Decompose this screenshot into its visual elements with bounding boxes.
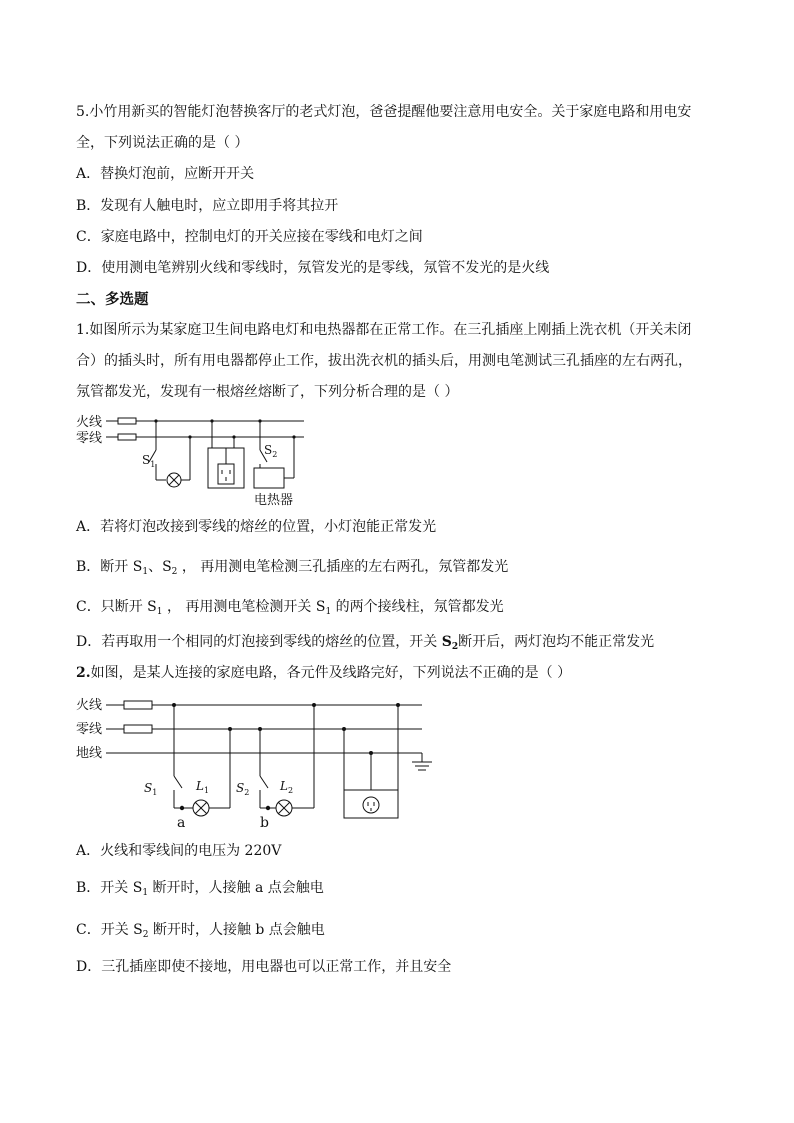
neutral-fuse xyxy=(124,725,152,733)
live-fuse xyxy=(124,701,152,709)
mq1-stem-line1: 1.如图所示为某家庭卫生间电路电灯和电热器都在正常工作。在三孔插座上刚插上洗衣机（开关未闭 xyxy=(76,322,692,338)
neutral-wire-label: 零线 xyxy=(76,431,103,446)
mq2-circuit-diagram xyxy=(76,690,436,830)
heater-label: 电热器 xyxy=(254,493,294,508)
q5-option-a: A．替换灯泡前，应断开开关 xyxy=(76,166,255,182)
q5-option-c: C．家庭电路中，控制电灯的开关应接在零线和电灯之间 xyxy=(76,229,423,245)
neutral-wire-label: 零线 xyxy=(76,722,103,737)
ground-wire-label: 地线 xyxy=(76,746,103,761)
neutral-fuse xyxy=(118,434,136,440)
switch-s1-label: $S_1$ xyxy=(142,453,156,469)
mq2-option-a: A．火线和零线间的电压为 220V xyxy=(76,843,282,859)
lamp-l1-label: $L_1$ xyxy=(196,779,210,795)
q5-stem-line1: 5.小竹用新买的智能灯泡替换客厅的老式灯泡，爸爸提醒他要注意用电安全。关于家庭电路和用电安 xyxy=(76,104,692,120)
mq2-option-b: B．开关 $S_1$ 断开时，人接触 a 点会触电 xyxy=(76,880,324,898)
lamp-l2-label: $L_2$ xyxy=(280,779,294,795)
section-heading-multi-choice: 二、多选题 xyxy=(76,292,149,308)
switch-s1-label: $S_1$ xyxy=(144,781,158,797)
mq1-option-b: B．断开 $S_1$、$S_2$ ， 再用测电笔检测三孔插座的左右两孔，氖管都发光 xyxy=(76,559,509,577)
live-wire-label: 火线 xyxy=(76,415,103,430)
q5-stem-line2: 全，下列说法正确的是（ ） xyxy=(76,135,249,151)
mq1-option-a: A．若将灯泡改接到零线的熔丝的位置，小灯泡能正常发光 xyxy=(76,519,437,535)
switch-s2-label: $S_2$ xyxy=(264,443,278,459)
mq1-stem-line2: 合）的插头时，所有用电器都停止工作，拔出洗衣机的插头后，用测电笔测试三孔插座的左右两孔， xyxy=(76,353,692,369)
mq1-circuit-diagram xyxy=(76,408,316,508)
point-a-label: a xyxy=(177,815,186,831)
mq2-option-c: C．开关 $S_2$ 断开时，人接触 b 点会触电 xyxy=(76,922,325,940)
q5-option-b: B．发现有人触电时，应立即用手将其拉开 xyxy=(76,198,339,214)
mq1-stem-line3: 氖管都发光，发现有一根熔丝熔断了，下列分析合理的是（ ） xyxy=(76,384,459,400)
mq1-option-d: D．若再取用一个相同的灯泡接到零线的熔丝的位置，开关 $S_2$断开后，两灯泡均不能正常发光 xyxy=(76,634,655,652)
heater-icon xyxy=(254,468,284,488)
live-fuse xyxy=(118,418,136,424)
live-wire-label: 火线 xyxy=(76,698,103,713)
q5-option-d: D．使用测电笔辨别火线和零线时，氖管发光的是零线，氖管不发光的是火线 xyxy=(76,260,550,276)
switch-s2-label: $S_2$ xyxy=(236,781,250,797)
mq2-option-d: D．三孔插座即使不接地，用电器也可以正常工作，并且安全 xyxy=(76,959,452,975)
switch-s1-blade xyxy=(174,776,182,788)
mq2-stem: 2.如图，是某人连接的家庭电路，各元件及线路完好，下列说法不正确的是（ ） xyxy=(76,665,572,681)
mq1-option-c: C．只断开 $S_1$ ， 再用测电笔检测开关 $S_1$ 的两个接线柱，氖管都发光 xyxy=(76,599,504,617)
point-b-label: b xyxy=(260,815,269,831)
switch-s2-blade xyxy=(260,776,268,788)
